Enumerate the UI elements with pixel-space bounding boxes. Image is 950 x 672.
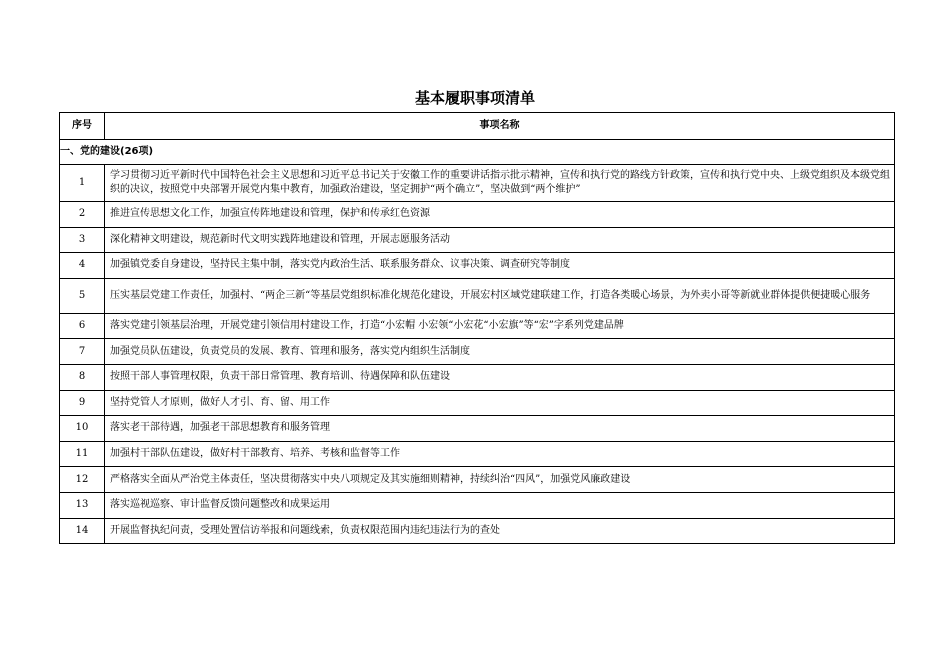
row-text: 学习贯彻习近平新时代中国特色社会主义思想和习近平总书记关于安徽工作的重要讲话指示批示精神，宣传和执行党的路线方针政策，宣传和执行党中央、上级党组织及本级党组织的决议，按照党中央部署开展党内集中教育，加强政治建设，坚定拥护“两个确立”，坚决做到“两个维护” xyxy=(105,165,895,202)
row-text: 坚持党管人才原则，做好人才引、育、留、用工作 xyxy=(105,390,895,416)
row-number: 6 xyxy=(60,313,105,339)
row-number: 1 xyxy=(60,165,105,202)
row-number: 2 xyxy=(60,202,105,228)
row-text: 加强党员队伍建设，负责党员的发展、教育、管理和服务，落实党内组织生活制度 xyxy=(105,339,895,365)
row-number: 3 xyxy=(60,227,105,253)
table-header-row xyxy=(60,113,895,140)
row-number: 9 xyxy=(60,390,105,416)
table-row xyxy=(60,492,895,518)
row-number: 12 xyxy=(60,467,105,493)
duties-table xyxy=(59,112,895,544)
row-text: 严格落实全面从严治党主体责任，坚决贯彻落实中央八项规定及其实施细则精神，持续纠治“四风”，加强党风廉政建设 xyxy=(105,467,895,493)
row-number: 8 xyxy=(60,364,105,390)
row-text: 深化精神文明建设，规范新时代文明实践阵地建设和管理，开展志愿服务活动 xyxy=(105,227,895,253)
table-row xyxy=(60,441,895,467)
table-row xyxy=(60,165,895,202)
row-number: 7 xyxy=(60,339,105,365)
row-text: 按照干部人事管理权限，负责干部日常管理、教育培训、待遇保障和队伍建设 xyxy=(105,364,895,390)
table-row xyxy=(60,339,895,365)
row-text: 落实老干部待遇，加强老干部思想教育和服务管理 xyxy=(105,416,895,442)
table-row xyxy=(60,364,895,390)
row-number: 13 xyxy=(60,492,105,518)
row-text: 开展监督执纪问责，受理处置信访举报和问题线索，负责权限范围内违纪违法行为的查处 xyxy=(105,518,895,544)
row-text: 加强镇党委自身建设，坚持民主集中制，落实党内政治生活、联系服务群众、议事决策、调查研究等制度 xyxy=(105,253,895,279)
section-title: 一、党的建设(26项) xyxy=(60,140,895,165)
table-row xyxy=(60,227,895,253)
row-text: 压实基层党建工作责任，加强村、“两企三新“等基层党组织标准化规范化建设，开展宏村区域党建联建工作，打造各类暖心场景，为外卖小哥等新就业群体提供便捷暖心服务 xyxy=(105,278,895,313)
table-row xyxy=(60,202,895,228)
row-number: 11 xyxy=(60,441,105,467)
table-row xyxy=(60,416,895,442)
table-row xyxy=(60,390,895,416)
table-row xyxy=(60,518,895,544)
row-text: 推进宣传思想文化工作，加强宣传阵地建设和管理，保护和传承红色资源 xyxy=(105,202,895,228)
row-number: 14 xyxy=(60,518,105,544)
table-row xyxy=(60,313,895,339)
row-number: 5 xyxy=(60,278,105,313)
row-text: 加强村干部队伍建设，做好村干部教育、培养、考核和监督等工作 xyxy=(105,441,895,467)
column-header-name: 事项名称 xyxy=(105,113,895,140)
table-row xyxy=(60,253,895,279)
column-header-number: 序号 xyxy=(60,113,105,140)
row-text: 落实党建引领基层治理，开展党建引领信用村建设工作，打造“小宏帽 小宏领“小宏花“小宏旗”等“宏”字系列党建品牌 xyxy=(105,313,895,339)
table-row xyxy=(60,467,895,493)
row-number: 10 xyxy=(60,416,105,442)
table-row xyxy=(60,278,895,313)
section-row xyxy=(60,140,895,165)
row-number: 4 xyxy=(60,253,105,279)
document-title: 基本履职事项清单 xyxy=(414,89,535,107)
row-text: 落实巡视巡察、审计监督反馈问题整改和成果运用 xyxy=(105,492,895,518)
